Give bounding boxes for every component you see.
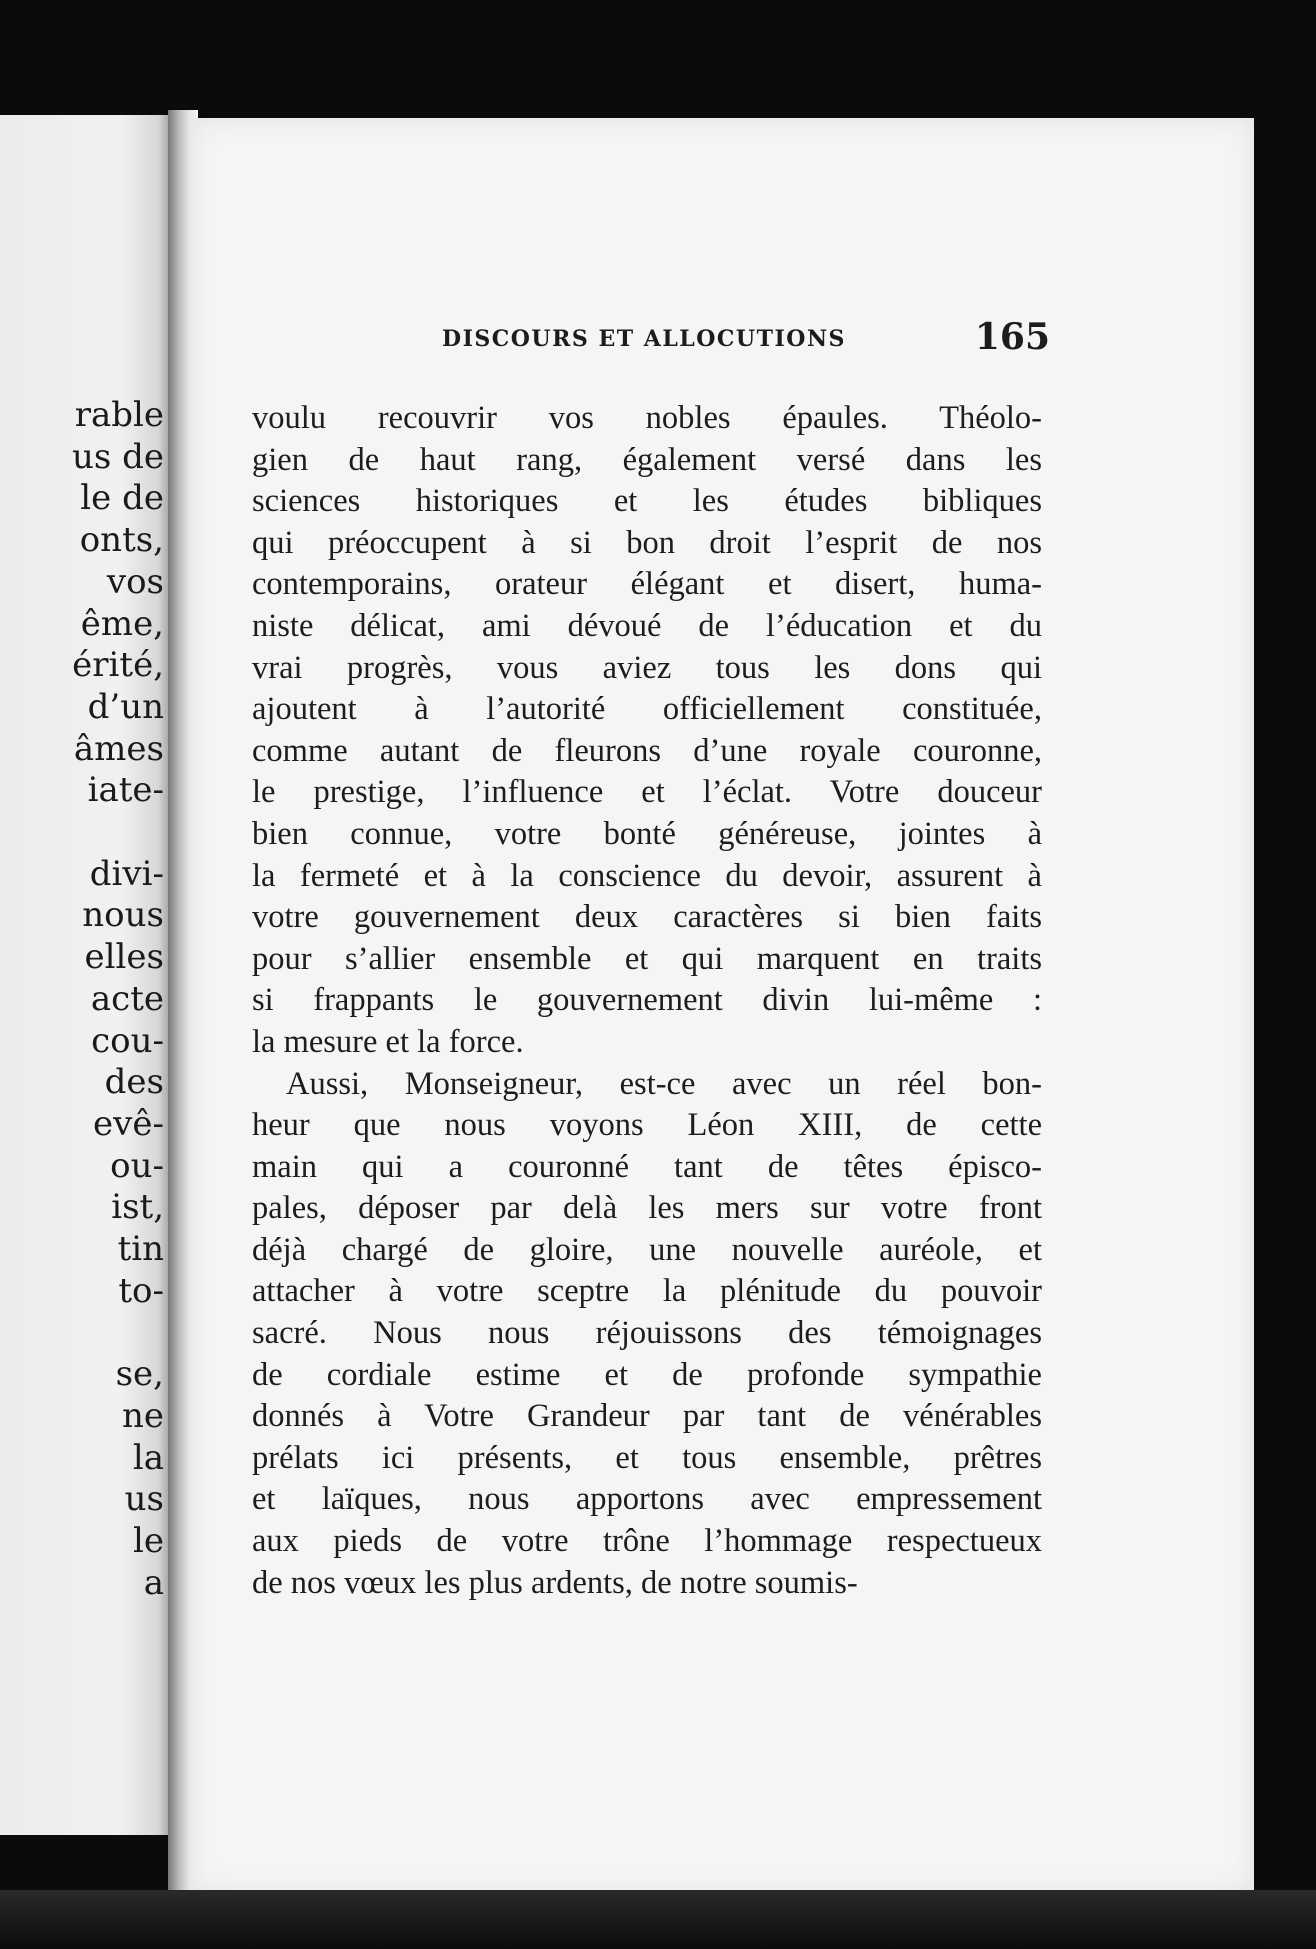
left-page xyxy=(0,115,172,1835)
left-page-fragment: des xyxy=(104,1062,164,1103)
text-line: attacher à votre sceptre la plénitude du pouvoir xyxy=(252,1273,1042,1310)
page-number: 165 xyxy=(974,316,1050,358)
text-line: pales, déposer par delà les mers sur votre front xyxy=(252,1190,1042,1227)
left-page-fragment: iate- xyxy=(87,770,164,811)
left-page-fragment: cou- xyxy=(91,1020,164,1061)
text-line: sciences historiques et les études bibliques xyxy=(252,483,1042,520)
left-page-fragment: us de xyxy=(71,436,164,477)
left-page-fragment: tin xyxy=(117,1229,164,1270)
left-page-fragment: ême, xyxy=(80,603,164,644)
running-head: DISCOURS ET ALLOCUTIONS xyxy=(442,326,846,352)
text-line: qui préoccupent à si bon droit l’esprit de nos xyxy=(252,524,1042,561)
page-header xyxy=(250,316,1050,362)
text-line: votre gouvernement deux caractères si bien faits xyxy=(252,899,1042,936)
left-page-fragment: rable xyxy=(74,395,164,435)
text-line: la fermeté et à la conscience du devoir, assurent à xyxy=(252,857,1042,894)
text-line: et laïques, nous apportons avec empressement xyxy=(252,1481,1042,1518)
left-page-fragment: ou- xyxy=(110,1145,164,1186)
left-page-fragment: érité, xyxy=(72,645,164,686)
left-page-fragment: se, xyxy=(115,1354,164,1395)
text-line: contemporains, orateur élégant et disert, huma- xyxy=(252,566,1042,603)
text-line: si frappants le gouvernement divin lui-même : xyxy=(252,982,1042,1019)
text-line: ajoutent à l’autorité officiellement constituée, xyxy=(252,691,1042,728)
left-page-fragment: le de xyxy=(80,478,164,519)
left-page-fragment: ist, xyxy=(111,1187,164,1228)
left-page-fragment: la xyxy=(132,1437,164,1478)
left-page-fragment: d’un xyxy=(87,686,164,727)
text-line: déjà chargé de gloire, une nouvelle auréole, et xyxy=(252,1231,1042,1268)
text-line: voulu recouvrir vos nobles épaules. Théolo- xyxy=(252,400,1042,436)
left-page-fragment: nous xyxy=(82,895,164,936)
left-page-fragment: evê- xyxy=(93,1103,164,1144)
text-line: la mesure et la force. xyxy=(252,1023,524,1060)
text-line: bien connue, votre bonté généreuse, jointes à xyxy=(252,815,1042,852)
left-page-fragment: to- xyxy=(118,1270,164,1311)
text-line: aux pieds de votre trône l’hommage respectueux xyxy=(252,1523,1042,1560)
left-page-text-fragments xyxy=(14,395,164,1604)
left-page-fragment xyxy=(14,812,164,854)
left-page-fragment: acte xyxy=(90,978,164,1019)
text-line: prélats ici présents, et tous ensemble, prêtres xyxy=(252,1439,1042,1476)
text-line: de nos vœux les plus ardents, de notre soumis- xyxy=(252,1564,858,1601)
left-page-fragment: vos xyxy=(106,561,164,602)
text-line: donnés à Votre Grandeur par tant de vénérables xyxy=(252,1398,1042,1435)
text-line: heur que nous voyons Léon XIII, de cette xyxy=(252,1107,1042,1144)
text-line: pour s’allier ensemble et qui marquent en traits xyxy=(252,940,1042,977)
text-line: vrai progrès, vous aviez tous les dons qui xyxy=(252,649,1042,686)
left-page-fragment: elles xyxy=(84,937,164,978)
left-page-fragment: âmes xyxy=(73,728,164,769)
text-line: gien de haut rang, également versé dans les xyxy=(252,441,1042,478)
text-line: de cordiale estime et de profonde sympathie xyxy=(252,1356,1042,1393)
text-line: niste délicat, ami dévoué de l’éducation et du xyxy=(252,607,1042,644)
left-page-fragment: onts, xyxy=(79,520,164,561)
page-bottom-edge xyxy=(0,1890,1316,1949)
text-line: main qui a couronné tant de têtes épisco- xyxy=(252,1148,1042,1185)
left-page-fragment: a xyxy=(143,1562,164,1603)
text-line: comme autant de fleurons d’une royale couronne, xyxy=(252,732,1042,769)
left-page-fragment xyxy=(14,1312,164,1354)
body-text xyxy=(252,398,1042,1604)
left-page-fragment: le xyxy=(133,1520,164,1561)
left-page-fragment: divi- xyxy=(89,853,164,894)
text-line: Aussi, Monseigneur, est-ce avec un réel bon- xyxy=(286,1065,1042,1102)
left-page-fragment: ne xyxy=(121,1395,164,1436)
text-line: sacré. Nous nous réjouissons des témoignages xyxy=(252,1315,1042,1352)
text-line: le prestige, l’influence et l’éclat. Votre douceur xyxy=(252,774,1042,811)
left-page-fragment: us xyxy=(124,1479,164,1520)
